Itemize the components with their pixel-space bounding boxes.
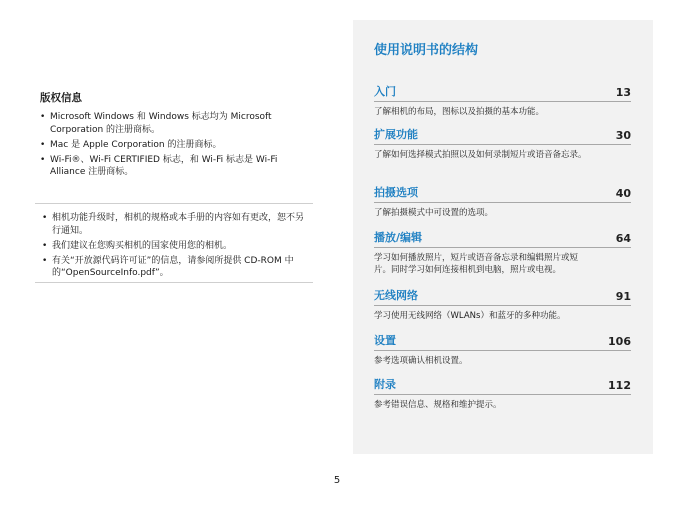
toc-entry-page: 64 [615,232,631,245]
toc-entry-extended-functions[interactable] [374,126,631,161]
toc-entry-title[interactable]: 扩展功能 [374,128,418,141]
structure-title: 使用说明书的结构 [374,43,479,58]
copyright-item: • Wi-Fi®、Wi-Fi CERTIFIED 标志，和 Wi-Fi 标志是 Wi-Fi Alliance 注册商标。 [40,154,308,179]
toc-entry-desc: 参考错误信息、规格和维护提示。 [374,400,502,410]
toc-entry-settings[interactable] [374,332,631,367]
toc-entry-title[interactable]: 设置 [374,334,396,347]
notes-list [42,212,309,280]
copyright-list [40,111,308,181]
toc-entry-page: 13 [615,86,631,99]
toc-entry-title[interactable]: 附录 [374,378,396,391]
toc-entry-page: 112 [608,379,631,392]
toc-entry-getting-started[interactable] [374,83,631,118]
toc-entry-wireless-network[interactable] [374,287,631,322]
toc-entry-desc: 参考选项确认相机设置。 [374,356,468,366]
toc-entry-title[interactable]: 拍摄选项 [374,186,418,199]
copyright-item: • Microsoft Windows 和 Windows 标志均为 Microsoft Corporation 的注册商标。 [40,111,308,136]
toc-entry-header [374,287,631,306]
toc-entry-page: 30 [615,129,631,142]
toc-entry-header [374,376,631,395]
toc-entry-title[interactable]: 无线网络 [374,289,418,302]
toc-entry-desc: 学习如何播放照片，短片或语音备忘录和编辑照片或短片。同时学习如何连接相机到电脑，照片或电视。 [374,253,579,275]
note-item: • 我们建议在您购买相机的国家使用您的相机。 [42,240,309,253]
toc-entry-title[interactable]: 播放/编辑 [374,231,423,244]
toc-entry-header [374,332,631,351]
toc-entry-page: 106 [608,335,631,348]
toc-entry-desc: 了解拍摄模式中可设置的选项。 [374,208,494,218]
toc-entry-header [374,184,631,203]
structure-panel [353,20,653,454]
note-item: • 有关“开放源代码许可证”的信息，请参阅所提供 CD-ROM 中的“OpenSourceInfo.pdf”。 [42,255,309,280]
copyright-item: • Mac 是 Apple Corporation 的注册商标。 [40,139,308,152]
toc-entry-page: 91 [615,290,631,303]
page-number: 5 [333,475,341,486]
note-item: • 相机功能升级时，相机的规格或本手册的内容如有更改，恕不另行通知。 [42,212,309,237]
toc-entry-title[interactable]: 入门 [374,85,396,98]
toc-entry-shooting-options[interactable] [374,184,631,219]
toc-entry-appendix[interactable] [374,376,631,411]
toc-entry-desc: 了解相机的布局，图标以及拍摄的基本功能。 [374,107,545,117]
toc-entry-playback-editing[interactable] [374,229,631,276]
toc-entry-page: 40 [615,187,631,200]
toc-entry-header [374,126,631,145]
copyright-title: 版权信息 [40,92,82,104]
toc-entry-header [374,83,631,102]
toc-entry-desc: 学习使用无线网络（WLANs）和蓝牙的多种功能。 [374,311,566,321]
toc-entry-desc: 了解如何选择模式拍照以及如何录制短片或语音备忘录。 [374,150,587,160]
toc-entry-header [374,229,631,248]
notes-box [35,203,313,283]
